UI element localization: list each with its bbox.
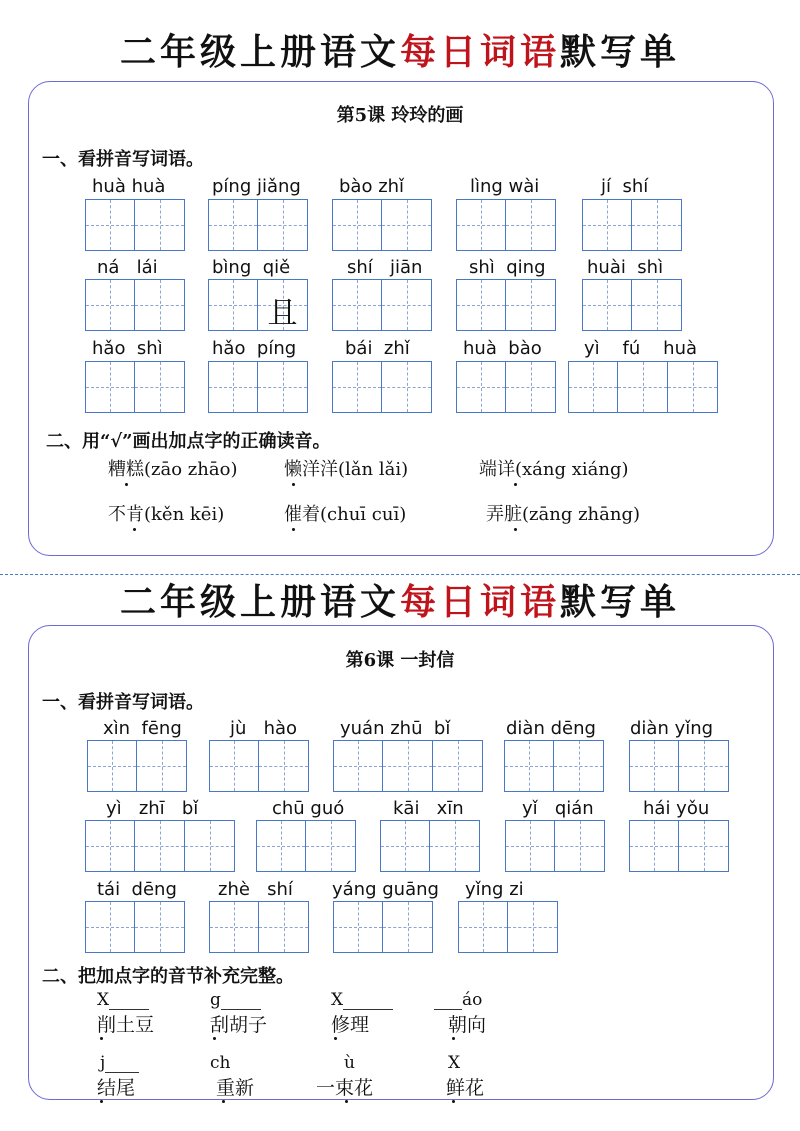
writing-cell[interactable] (258, 361, 308, 413)
target-word: 朝向 (448, 1014, 487, 1036)
writing-grid[interactable] (332, 199, 432, 251)
syllable-prefix: j (100, 1053, 106, 1073)
writing-cell[interactable] (430, 820, 480, 872)
syllable-blank[interactable] (331, 990, 393, 1010)
pinyin-label: jí shí (601, 176, 649, 197)
writing-grid[interactable] (456, 279, 556, 331)
writing-cell[interactable] (209, 740, 259, 792)
writing-cell[interactable] (554, 740, 604, 792)
pinyin-label: shí jiān (347, 257, 423, 278)
writing-cell[interactable] (629, 740, 679, 792)
syllable-blank[interactable] (434, 990, 482, 1010)
pinyin-label: lìng wài (470, 176, 540, 197)
writing-cell[interactable] (137, 740, 187, 792)
writing-cell[interactable] (456, 361, 506, 413)
section-heading: 二、把加点字的音节补充完整。 (42, 966, 294, 987)
writing-grid[interactable] (629, 740, 729, 792)
writing-grid[interactable] (568, 361, 718, 413)
writing-cell[interactable] (333, 740, 383, 792)
writing-cell[interactable] (135, 199, 185, 251)
emphasis-dot (452, 1100, 455, 1103)
target-word: 一束花 (316, 1077, 374, 1099)
writing-cell[interactable] (582, 199, 632, 251)
writing-grid[interactable] (333, 740, 483, 792)
writing-cell[interactable] (629, 820, 679, 872)
pinyin-label: ná lái (97, 257, 158, 278)
writing-cell[interactable] (506, 199, 556, 251)
pinyin-label: diàn dēng (506, 718, 596, 739)
section-heading: 一、看拼音写词语。 (42, 149, 204, 170)
writing-cell[interactable] (85, 820, 135, 872)
blank-line[interactable] (221, 993, 261, 1010)
writing-grid[interactable] (456, 361, 556, 413)
writing-cell[interactable] (668, 361, 718, 413)
pronunciation-choice[interactable]: 不肯(kěn kēi) (108, 504, 225, 525)
section-heading: 一、看拼音写词语。 (42, 692, 204, 713)
writing-grid[interactable] (629, 820, 729, 872)
blank-line[interactable] (105, 1056, 139, 1073)
writing-cell[interactable] (135, 820, 185, 872)
pronunciation-choice[interactable]: 懒洋洋(lǎn lǎi) (284, 459, 409, 480)
writing-cell[interactable] (332, 279, 382, 331)
writing-cell[interactable] (208, 361, 258, 413)
pinyin-label: hǎo shì (92, 338, 163, 359)
pinyin-label: hǎo píng (212, 338, 297, 359)
writing-cell[interactable] (632, 199, 682, 251)
writing-cell[interactable] (568, 361, 618, 413)
writing-cell[interactable] (582, 279, 632, 331)
writing-cell[interactable] (332, 361, 382, 413)
target-word: 修理 (331, 1014, 370, 1036)
syllable-blank[interactable] (344, 1053, 355, 1073)
syllable-prefix: g (210, 990, 221, 1010)
writing-cell[interactable] (135, 901, 185, 953)
writing-grid[interactable] (208, 361, 308, 413)
target-word: 削土豆 (97, 1014, 155, 1036)
writing-grid[interactable] (87, 740, 187, 792)
writing-grid[interactable] (505, 820, 605, 872)
syllable-blank[interactable] (97, 990, 149, 1010)
title-highlight: 每日词语 (399, 31, 560, 73)
pronunciation-choice[interactable]: 催着(chuī cuī) (284, 504, 407, 525)
worksheet1-title (0, 30, 800, 74)
emphasis-dot (125, 483, 128, 486)
writing-cell[interactable] (456, 199, 506, 251)
syllable-blank[interactable] (210, 990, 261, 1010)
writing-grid[interactable] (85, 279, 185, 331)
pinyin-label: kāi xīn (393, 798, 464, 819)
emphasis-dot (100, 1100, 103, 1103)
emphasis-dot (345, 1100, 348, 1103)
syllable-prefix: X (331, 990, 344, 1010)
writing-cell[interactable] (208, 199, 258, 251)
writing-cell[interactable] (185, 820, 235, 872)
writing-cell[interactable] (506, 361, 556, 413)
writing-grid[interactable] (332, 361, 432, 413)
blank-line[interactable] (434, 993, 462, 1010)
emphasis-dot (213, 1037, 216, 1040)
target-word: 鲜花 (446, 1077, 485, 1099)
emphasis-dot (100, 1037, 103, 1040)
page-divider (0, 574, 800, 575)
prefilled-character: 且 (267, 296, 298, 331)
pinyin-label: chū guó (272, 798, 345, 819)
syllable-prefix: ch (210, 1053, 231, 1073)
pinyin-label: xìn fēng (103, 718, 182, 739)
writing-cell[interactable] (85, 279, 135, 331)
title-prefix: 二年级上册语文 (119, 31, 400, 73)
writing-cell[interactable] (135, 361, 185, 413)
syllable-prefix: X (97, 990, 110, 1010)
writing-cell[interactable] (258, 199, 308, 251)
pinyin-label: shì qing (469, 257, 546, 278)
writing-cell[interactable] (259, 901, 309, 953)
worksheet2-title (0, 580, 800, 624)
writing-cell[interactable] (259, 740, 309, 792)
pinyin-label: zhè shí (218, 879, 293, 900)
writing-grid[interactable] (85, 199, 185, 251)
pinyin-label: bái zhǐ (345, 338, 410, 359)
pinyin-label: yuán zhū bǐ (340, 718, 451, 739)
writing-cell[interactable] (508, 901, 558, 953)
writing-grid[interactable] (332, 279, 432, 331)
blank-line[interactable] (343, 993, 393, 1010)
writing-cell[interactable] (383, 740, 433, 792)
syllable-prefix: ù (344, 1053, 355, 1073)
blank-line[interactable] (109, 993, 149, 1010)
pronunciation-choice[interactable]: 糟糕(zāo zhāo) (108, 459, 238, 480)
writing-cell[interactable] (382, 199, 432, 251)
pinyin-label: yáng guāng (332, 879, 439, 900)
writing-cell[interactable] (679, 820, 729, 872)
emphasis-dot (514, 483, 517, 486)
writing-grid[interactable] (456, 199, 556, 251)
pinyin-label: yì fú huà (584, 338, 698, 359)
writing-grid[interactable] (209, 740, 309, 792)
pinyin-label: diàn yǐng (630, 718, 714, 739)
lesson-title: 第6课 一封信 (345, 650, 455, 671)
writing-grid[interactable] (256, 820, 356, 872)
writing-cell[interactable] (306, 820, 356, 872)
pinyin-label: bìng qiě (212, 257, 291, 278)
writing-grid[interactable] (333, 901, 433, 953)
pronunciation-choice[interactable]: 弄脏(zāng zhāng) (486, 504, 641, 525)
syllable-prefix: X (448, 1053, 461, 1073)
title-suffix: 默写单 (560, 31, 681, 73)
writing-cell[interactable] (258, 279, 308, 331)
pinyin-label: yǐng zi (465, 879, 524, 900)
emphasis-dot (292, 483, 295, 486)
writing-cell[interactable] (433, 740, 483, 792)
pinyin-label: píng jiǎng (212, 176, 301, 197)
writing-cell[interactable] (87, 740, 137, 792)
writing-cell[interactable] (382, 361, 432, 413)
writing-cell[interactable] (85, 199, 135, 251)
title-suffix: 默写单 (560, 581, 681, 623)
writing-cell[interactable] (209, 901, 259, 953)
writing-grid[interactable] (208, 279, 308, 331)
pinyin-label: huà bào (463, 338, 542, 359)
writing-grid[interactable] (582, 199, 682, 251)
target-word: 重新 (216, 1077, 255, 1099)
writing-cell[interactable] (256, 820, 306, 872)
writing-cell[interactable] (506, 279, 556, 331)
writing-cell[interactable] (505, 820, 555, 872)
pinyin-label: tái dēng (97, 879, 177, 900)
writing-cell[interactable] (135, 279, 185, 331)
title-prefix: 二年级上册语文 (119, 581, 400, 623)
pinyin-label: yì zhī bǐ (106, 798, 199, 819)
writing-grid[interactable] (85, 361, 185, 413)
pinyin-label: yǐ qián (522, 798, 594, 819)
writing-cell[interactable] (208, 279, 258, 331)
lesson-title: 第5课 玲玲的画 (336, 105, 464, 126)
emphasis-dot (222, 1100, 225, 1103)
writing-cell[interactable] (382, 279, 432, 331)
writing-cell[interactable] (333, 901, 383, 953)
target-word: 刮胡子 (210, 1014, 268, 1036)
writing-grid[interactable] (458, 901, 558, 953)
writing-cell[interactable] (332, 199, 382, 251)
writing-grid[interactable] (85, 901, 185, 953)
writing-cell[interactable] (504, 740, 554, 792)
syllable-suffix: áo (462, 990, 483, 1010)
writing-cell[interactable] (85, 361, 135, 413)
writing-grid[interactable] (582, 279, 682, 331)
writing-grid[interactable] (85, 820, 235, 872)
writing-cell[interactable] (632, 279, 682, 331)
pinyin-label: bào zhǐ (339, 176, 405, 197)
emphasis-dot (133, 528, 136, 531)
syllable-blank[interactable] (100, 1053, 139, 1073)
target-word: 结尾 (97, 1077, 136, 1099)
writing-cell[interactable] (85, 901, 135, 953)
writing-cell[interactable] (618, 361, 668, 413)
writing-grid[interactable] (209, 901, 309, 953)
writing-cell[interactable] (458, 901, 508, 953)
writing-cell[interactable] (679, 740, 729, 792)
writing-grid[interactable] (380, 820, 480, 872)
pinyin-label: huài shì (587, 257, 664, 278)
pinyin-label: jù hào (230, 718, 298, 739)
syllable-blank[interactable] (448, 1053, 460, 1073)
emphasis-dot (452, 1037, 455, 1040)
writing-cell[interactable] (456, 279, 506, 331)
section-heading: 二、用“√”画出加点字的正确读音。 (46, 431, 331, 452)
writing-grid[interactable] (504, 740, 604, 792)
emphasis-dot (292, 528, 295, 531)
writing-cell[interactable] (380, 820, 430, 872)
emphasis-dot (514, 528, 517, 531)
writing-cell[interactable] (383, 901, 433, 953)
writing-cell[interactable] (555, 820, 605, 872)
pronunciation-choice[interactable]: 端详(xáng xiáng) (479, 459, 629, 480)
pinyin-label: hái yǒu (643, 798, 710, 819)
emphasis-dot (334, 1037, 337, 1040)
writing-grid[interactable] (208, 199, 308, 251)
syllable-blank[interactable] (210, 1053, 230, 1073)
title-highlight: 每日词语 (399, 581, 560, 623)
pinyin-label: huà huà (92, 176, 166, 197)
